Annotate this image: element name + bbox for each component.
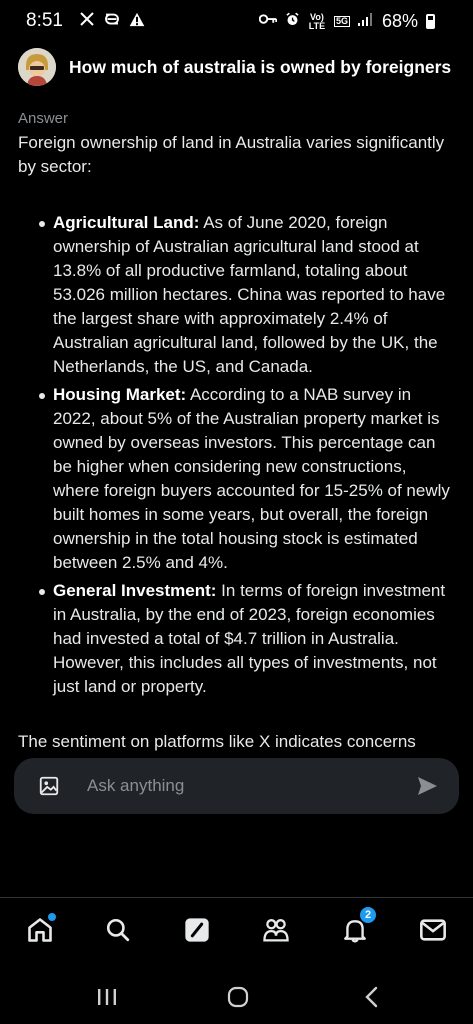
send-icon[interactable]	[415, 774, 439, 798]
answer-trailing-text: The sentiment on platforms like X indicates concerns	[18, 732, 416, 751]
bullet-text: According to a NAB survey in 2022, about 5% of the Australian property market is owned by overseas investors. This percentage can be higher when considering new constructions, where foreign buyers accounted for 15-25% of newly built homes in some years, but overall, the foreign ownership in the total housing stock is estimated between 2.5% and 4%.	[53, 385, 450, 572]
system-nav-bar	[0, 970, 473, 1024]
avatar[interactable]	[18, 48, 56, 86]
alarm-icon	[285, 12, 300, 32]
answer-bullets	[18, 211, 451, 699]
notifications-badge: 2	[360, 907, 376, 923]
list-item	[53, 211, 451, 379]
bullet-title: Housing Market:	[53, 385, 187, 404]
battery-percent: 68%	[381, 11, 418, 31]
conversation-header	[18, 46, 455, 88]
answer-label: Answer	[18, 110, 69, 127]
status-right-icons	[259, 11, 435, 32]
answer-intro: Foreign ownership of land in Australia varies significantly by sector:	[18, 133, 445, 176]
volte-label: Vo) LTE	[308, 11, 326, 31]
key-icon	[259, 12, 277, 31]
home-icon[interactable]	[25, 915, 55, 945]
grok-icon[interactable]	[182, 915, 212, 945]
warning-icon	[129, 12, 145, 32]
home-unread-dot	[47, 912, 57, 922]
x-logo-icon	[79, 11, 95, 32]
list-item	[53, 579, 451, 699]
link-icon	[103, 11, 121, 32]
question-title: How much of australia is owned by foreigners	[69, 56, 452, 77]
communities-icon[interactable]	[261, 915, 291, 945]
messages-icon[interactable]	[418, 915, 448, 945]
ask-input[interactable]	[85, 775, 415, 797]
back-icon[interactable]	[359, 984, 385, 1010]
recent-apps-icon[interactable]	[94, 984, 120, 1010]
ask-bar	[14, 758, 459, 814]
network-label: 5G	[335, 16, 348, 26]
status-time: 8:51	[26, 10, 63, 31]
notifications-icon[interactable]	[340, 909, 372, 945]
bullet-title: General Investment:	[53, 581, 217, 600]
search-icon[interactable]	[103, 915, 133, 945]
status-bar	[0, 0, 473, 44]
bottom-nav	[0, 897, 473, 964]
bullet-text: As of June 2020, foreign ownership of Australian agricultural land stood at 13.8% of all productive farmland, totaling about 53.026 million hectares. China was reported to have the largest share with approximately 2.4% of Australian agricultural land, followed by the UK, the Netherlands, the US, and Canada.	[53, 213, 446, 376]
answer-content	[18, 131, 451, 703]
bullet-title: Agricultural Land:	[53, 213, 200, 232]
signal-icon	[358, 12, 374, 31]
battery-icon	[426, 14, 435, 29]
home-button-icon[interactable]	[225, 984, 251, 1010]
list-item	[53, 383, 451, 575]
image-attach-icon[interactable]	[38, 775, 60, 797]
status-left-icons	[79, 11, 145, 32]
bullet-text: In terms of foreign investment in Australia, by the end of 2023, foreign economies had invested a total of $4.7 trillion in Australia. However, this includes all types of investments, not just land or property.	[53, 581, 446, 696]
